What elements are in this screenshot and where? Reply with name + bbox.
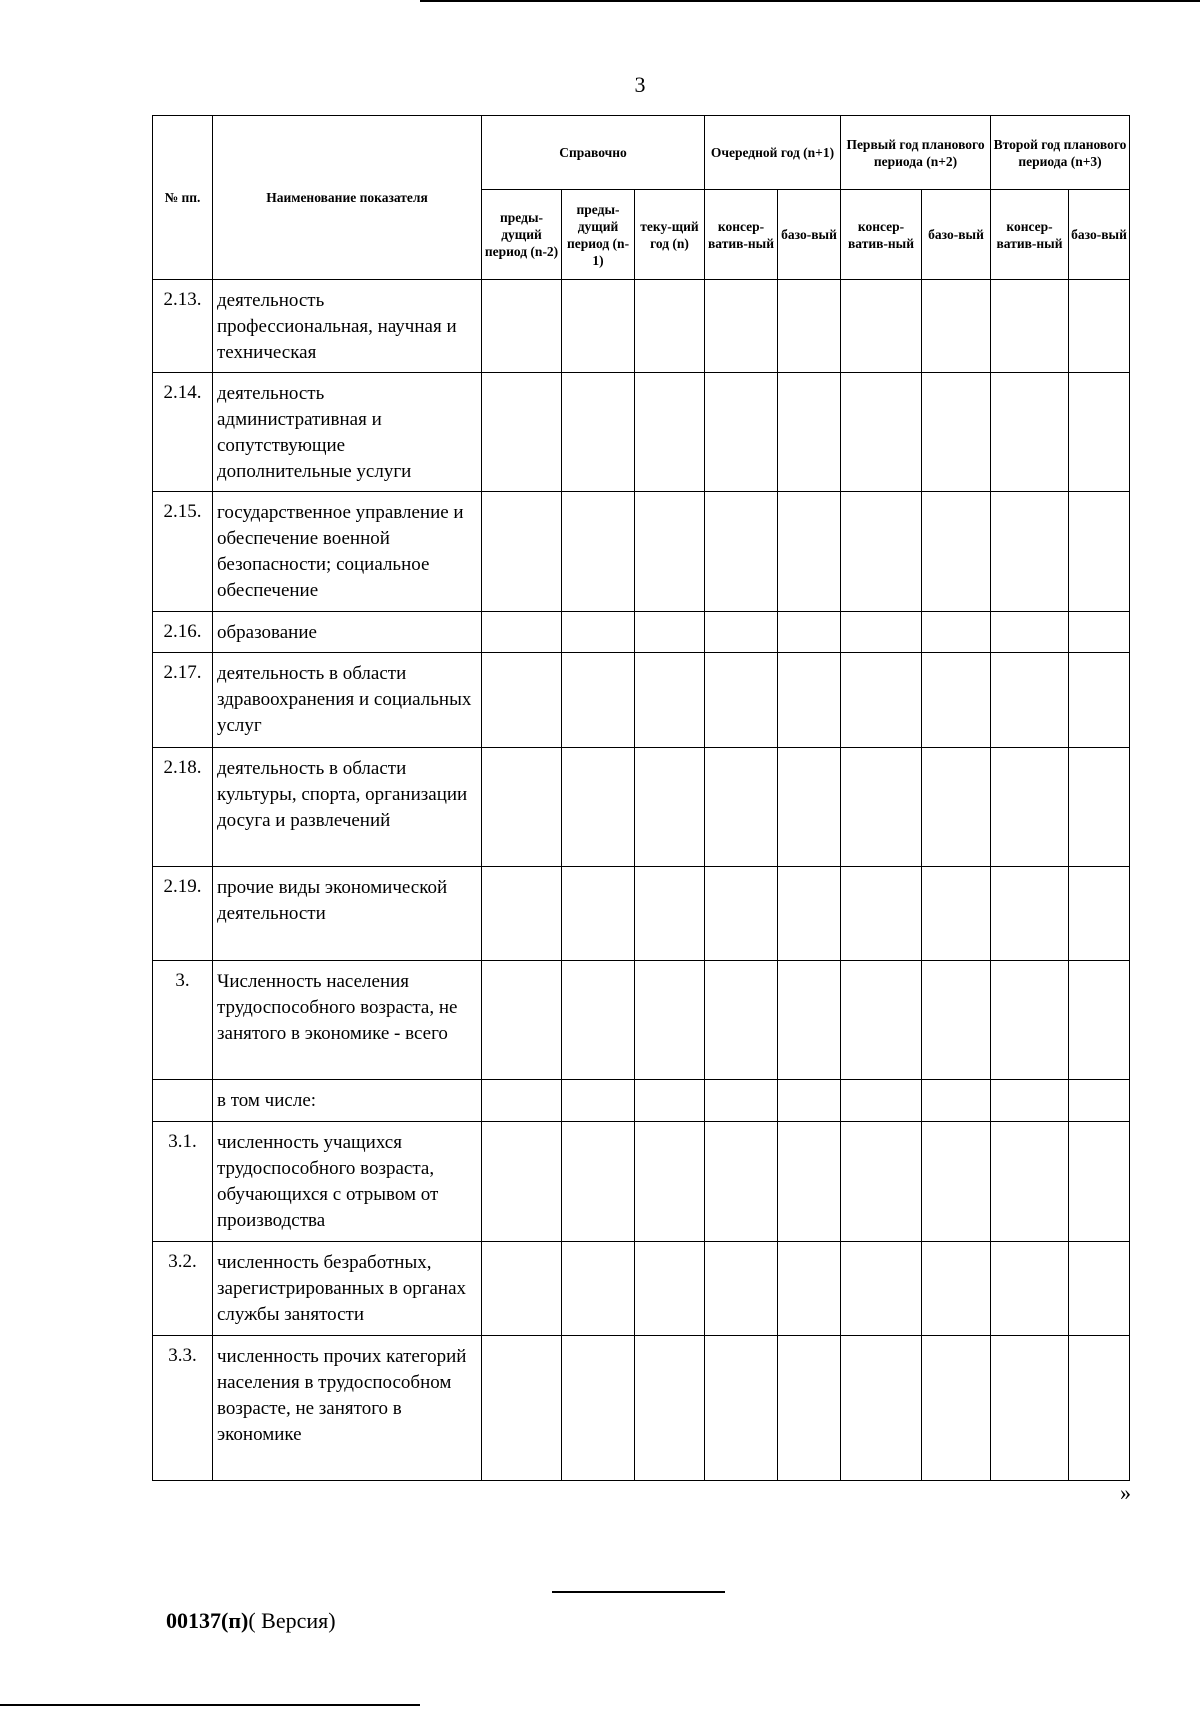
footer-version (166, 1608, 336, 1634)
row-number: 2.16. (153, 612, 213, 653)
data-cell[interactable] (635, 1336, 705, 1481)
data-cell[interactable] (705, 1080, 778, 1122)
data-cell[interactable] (922, 1336, 991, 1481)
table-row (153, 1336, 1130, 1481)
row-number: 2.13. (153, 280, 213, 373)
row-number: 2.14. (153, 373, 213, 492)
data-cell[interactable] (1069, 961, 1130, 1080)
data-cell[interactable] (705, 1242, 778, 1336)
data-cell[interactable] (562, 961, 635, 1080)
data-cell[interactable] (991, 1242, 1069, 1336)
data-cell[interactable] (705, 653, 778, 748)
data-cell[interactable] (1069, 867, 1130, 961)
data-cell[interactable] (635, 748, 705, 867)
data-cell[interactable] (562, 867, 635, 961)
data-cell[interactable] (991, 1336, 1069, 1481)
data-cell[interactable] (482, 373, 562, 492)
data-cell[interactable] (562, 653, 635, 748)
header-sub-pred1: преды-дущий период (n-1) (562, 190, 635, 280)
data-cell[interactable] (1069, 612, 1130, 653)
data-cell[interactable] (841, 1122, 922, 1242)
data-cell[interactable] (482, 867, 562, 961)
table-row (153, 1080, 1130, 1122)
row-name: деятельность в области здравоохранения и социальных услуг (213, 653, 482, 748)
row-number: 2.18. (153, 748, 213, 867)
data-cell[interactable] (922, 961, 991, 1080)
data-cell[interactable] (482, 612, 562, 653)
data-cell[interactable] (778, 280, 841, 373)
page-number: 3 (634, 72, 646, 97)
bottom-line (0, 1704, 420, 1706)
data-cell[interactable] (841, 612, 922, 653)
row-number (153, 1080, 213, 1122)
header-col-name: Наименование показателя (213, 116, 482, 280)
data-cell[interactable] (991, 492, 1069, 612)
table-row (153, 1242, 1130, 1336)
data-cell[interactable] (1069, 1242, 1130, 1336)
header-sub-baz3: базо-вый (1069, 190, 1130, 280)
data-cell[interactable] (778, 961, 841, 1080)
row-name: в том числе: (213, 1080, 482, 1122)
data-cell[interactable] (841, 1080, 922, 1122)
row-number: 2.15. (153, 492, 213, 612)
row-number: 2.19. (153, 867, 213, 961)
data-cell[interactable] (482, 748, 562, 867)
data-cell[interactable] (1069, 1336, 1130, 1481)
data-cell[interactable] (778, 1122, 841, 1242)
data-cell[interactable] (841, 1336, 922, 1481)
data-cell[interactable] (482, 492, 562, 612)
row-number: 3.2. (153, 1242, 213, 1336)
data-cell[interactable] (841, 280, 922, 373)
data-cell[interactable] (562, 748, 635, 867)
table-row (153, 612, 1130, 653)
data-cell[interactable] (841, 492, 922, 612)
data-cell[interactable] (991, 748, 1069, 867)
data-cell[interactable] (635, 280, 705, 373)
header-group-perviy: Первый год планового периода (n+2) (841, 116, 991, 190)
data-cell[interactable] (922, 1242, 991, 1336)
header-group-vtoroy: Второй год планового периода (n+3) (991, 116, 1130, 190)
data-cell[interactable] (705, 373, 778, 492)
table-row (153, 653, 1130, 748)
data-cell[interactable] (922, 867, 991, 961)
data-cell[interactable] (635, 867, 705, 961)
data-cell[interactable] (562, 612, 635, 653)
data-cell[interactable] (922, 653, 991, 748)
header-row-1 (153, 116, 1130, 190)
data-cell[interactable] (562, 1336, 635, 1481)
data-cell[interactable] (991, 280, 1069, 373)
header-sub-kons3: консер-ватив-ный (991, 190, 1069, 280)
data-cell[interactable] (635, 961, 705, 1080)
data-cell[interactable] (922, 1080, 991, 1122)
data-cell[interactable] (778, 492, 841, 612)
data-cell[interactable] (1069, 653, 1130, 748)
data-cell[interactable] (705, 280, 778, 373)
table-row (153, 961, 1130, 1080)
data-cell[interactable] (1069, 280, 1130, 373)
data-cell[interactable] (991, 1122, 1069, 1242)
data-cell[interactable] (705, 1336, 778, 1481)
table-row (153, 867, 1130, 961)
row-number: 3. (153, 961, 213, 1080)
table-row (153, 280, 1130, 373)
data-cell[interactable] (922, 748, 991, 867)
row-name: численность учащихся трудоспособного возраста, обучающихся с отрывом от производства (213, 1122, 482, 1242)
data-cell[interactable] (922, 373, 991, 492)
row-number: 2.17. (153, 653, 213, 748)
table-row (153, 492, 1130, 612)
data-cell[interactable] (841, 1242, 922, 1336)
data-cell[interactable] (635, 653, 705, 748)
data-cell[interactable] (705, 612, 778, 653)
data-cell[interactable] (991, 612, 1069, 653)
header-sub-kons2: консер-ватив-ный (841, 190, 922, 280)
data-cell[interactable] (991, 961, 1069, 1080)
table-row (153, 1122, 1130, 1242)
row-name: Численность населения трудоспособного возраста, не занятого в экономике - всего (213, 961, 482, 1080)
data-cell[interactable] (482, 1122, 562, 1242)
data-cell[interactable] (482, 653, 562, 748)
data-cell[interactable] (705, 867, 778, 961)
row-name: образование (213, 612, 482, 653)
data-cell[interactable] (841, 748, 922, 867)
row-name: деятельность профессиональная, научная и техническая (213, 280, 482, 373)
data-cell[interactable] (482, 1080, 562, 1122)
data-cell[interactable] (635, 492, 705, 612)
data-cell[interactable] (1069, 1122, 1130, 1242)
data-cell[interactable] (562, 492, 635, 612)
closing-quote-mark: » (1120, 1480, 1131, 1505)
footer-version-label: ( Версия) (248, 1608, 336, 1633)
row-number: 3.1. (153, 1122, 213, 1242)
data-cell[interactable] (562, 1122, 635, 1242)
data-cell[interactable] (778, 748, 841, 867)
bottom-rule (552, 1591, 725, 1593)
header-group-spravochno: Справочно (482, 116, 705, 190)
data-cell[interactable] (562, 1080, 635, 1122)
data-cell[interactable] (562, 373, 635, 492)
data-cell[interactable] (991, 1080, 1069, 1122)
data-cell[interactable] (1069, 1080, 1130, 1122)
data-cell[interactable] (482, 1242, 562, 1336)
row-number: 3.3. (153, 1336, 213, 1481)
header-sub-pred2: преды-дущий период (n-2) (482, 190, 562, 280)
data-cell[interactable] (705, 748, 778, 867)
data-cell[interactable] (705, 1122, 778, 1242)
data-cell[interactable] (1069, 492, 1130, 612)
header-col-no: № пп. (153, 116, 213, 280)
header-sub-tek: теку-щий год (n) (635, 190, 705, 280)
header-group-ocherednoy: Очередной год (n+1) (705, 116, 841, 190)
data-cell[interactable] (778, 612, 841, 653)
data-cell[interactable] (635, 1242, 705, 1336)
data-cell[interactable] (778, 1080, 841, 1122)
data-cell[interactable] (922, 280, 991, 373)
row-name: численность безработных, зарегистрированных в органах службы занятости (213, 1242, 482, 1336)
data-cell[interactable] (991, 653, 1069, 748)
data-cell[interactable] (635, 1122, 705, 1242)
data-cell[interactable] (705, 961, 778, 1080)
data-cell[interactable] (635, 373, 705, 492)
data-cell[interactable] (482, 961, 562, 1080)
data-cell[interactable] (922, 612, 991, 653)
data-cell[interactable] (562, 1242, 635, 1336)
data-cell[interactable] (841, 961, 922, 1080)
data-cell[interactable] (991, 867, 1069, 961)
data-cell[interactable] (562, 280, 635, 373)
data-cell[interactable] (778, 1336, 841, 1481)
data-cell[interactable] (705, 492, 778, 612)
data-cell[interactable] (922, 492, 991, 612)
data-cell[interactable] (922, 1122, 991, 1242)
table-row (153, 748, 1130, 867)
row-name: прочие виды экономической деятельности (213, 867, 482, 961)
data-cell[interactable] (482, 1336, 562, 1481)
header-sub-baz1: базо-вый (778, 190, 841, 280)
data-cell[interactable] (991, 373, 1069, 492)
footer-code: 00137(п) (166, 1608, 249, 1633)
header-sub-kons1: консер-ватив-ный (705, 190, 778, 280)
data-cell[interactable] (1069, 373, 1130, 492)
header-sub-baz2: базо-вый (922, 190, 991, 280)
row-name: деятельность в области культуры, спорта, организации досуга и развлечений (213, 748, 482, 867)
row-name: государственное управление и обеспечение военной безопасности; социальное обеспечение (213, 492, 482, 612)
indicator-table (152, 115, 1130, 1481)
data-cell[interactable] (1069, 748, 1130, 867)
data-cell[interactable] (635, 1080, 705, 1122)
data-cell[interactable] (841, 653, 922, 748)
data-cell[interactable] (635, 612, 705, 653)
data-cell[interactable] (482, 280, 562, 373)
data-cell[interactable] (778, 373, 841, 492)
data-cell[interactable] (778, 867, 841, 961)
data-cell[interactable] (778, 653, 841, 748)
table-row (153, 373, 1130, 492)
data-cell[interactable] (841, 867, 922, 961)
top-rule (420, 0, 1200, 2)
row-name: деятельность административная и сопутствующие дополнительные услуги (213, 373, 482, 492)
data-cell[interactable] (841, 373, 922, 492)
row-name: численность прочих категорий населения в трудоспособном возрасте, не занятого в экономике (213, 1336, 482, 1481)
data-cell[interactable] (778, 1242, 841, 1336)
